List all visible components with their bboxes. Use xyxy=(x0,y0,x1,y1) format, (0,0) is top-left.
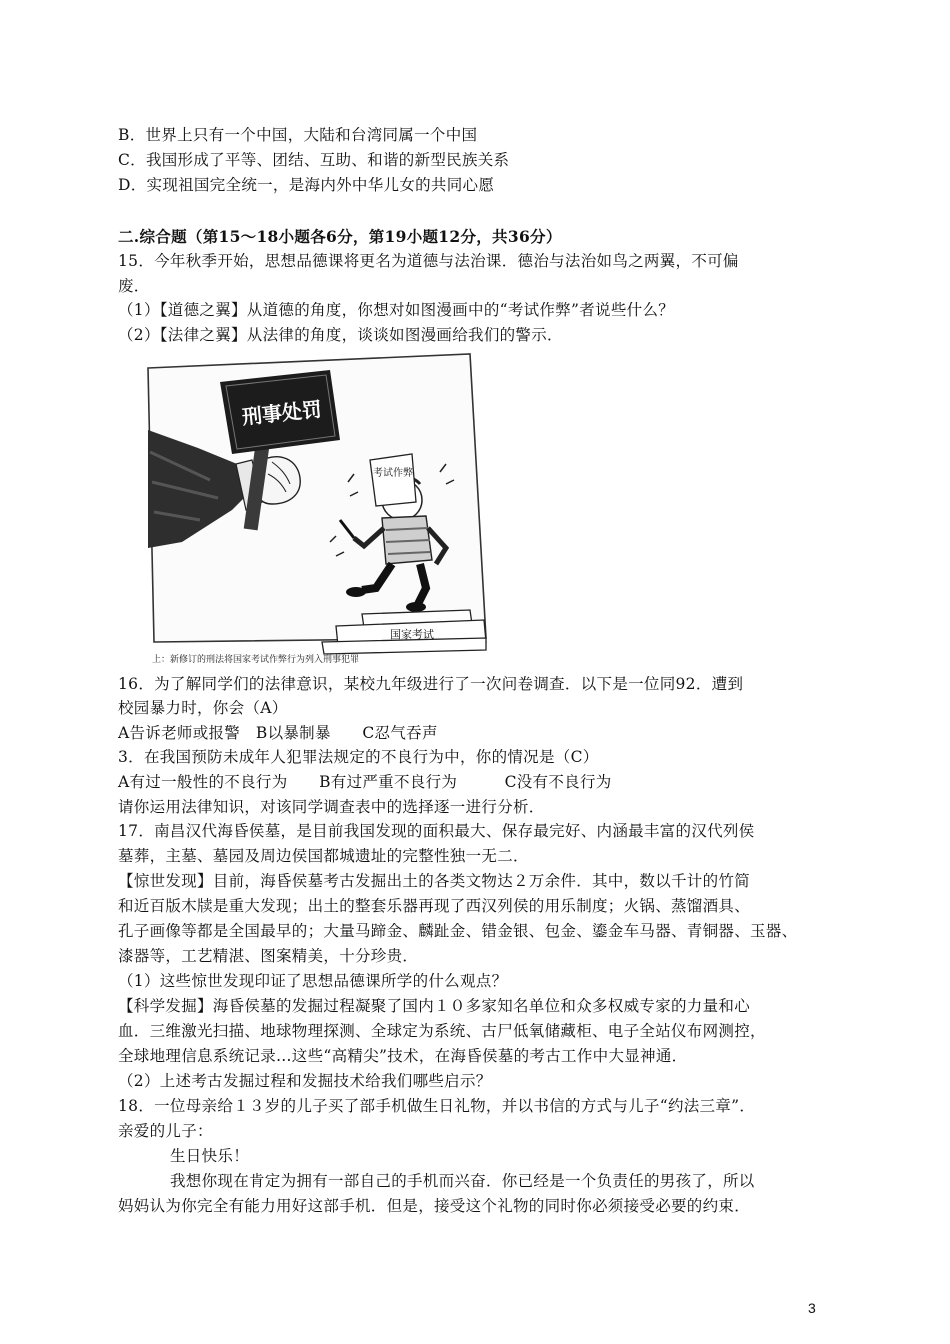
q17-line: 孔子画像等都是全国最早的；大量马蹄金、麟趾金、错金银、包金、鎏金车马器、青铜器、玉器、 xyxy=(118,922,798,940)
q16-line: 3．在我国预防未成年人犯罪法规定的不良行为中，你的情况是（C） xyxy=(118,748,599,766)
option-b: B．世界上只有一个中国，大陆和台湾同属一个中国 xyxy=(118,126,478,144)
section-heading: 二.综合题（第15～18小题各6分，第19小题12分，共36分） xyxy=(118,227,562,246)
q16-line: 16．为了解同学们的法律意识，某校九年级进行了一次问卷调查．以下是一位同92．遭到 xyxy=(118,675,744,693)
letter-salutation: 亲爱的儿子： xyxy=(118,1122,213,1140)
q16-line: 请你运用法律知识，对该同学调查表中的选择逐一进行分析． xyxy=(118,798,545,816)
q17-line: 全球地理信息系统记录…这些“高精尖”技术，在海昏侯墓的考古工作中大显神通． xyxy=(118,1047,688,1065)
q16-options: A有过一般性的不良行为 B有过严重不良行为 C没有不良行为 xyxy=(118,773,612,791)
q15-sub2: （2）【法律之翼】从法律的角度，谈谈如图漫画给我们的警示． xyxy=(118,326,563,344)
page-number: 3 xyxy=(808,1300,816,1316)
q16-options: A告诉老师或报警 B以暴制暴 C忍气吞声 xyxy=(118,724,438,742)
q17-line: 和近百版木牍是重大发现；出土的整套乐器再现了西汉列侯的用乐制度；火锅、蒸馏酒具、 xyxy=(118,897,751,915)
q16-line: 校园暴力时，你会（A） xyxy=(118,699,288,717)
cartoon-caption: 上：新修订的刑法将国家考试作弊行为列入刑事犯罪 xyxy=(152,655,360,665)
letter-line: 生日快乐！ xyxy=(170,1147,250,1165)
q17-line: 【惊世发现】目前，海昏侯墓考古发掘出土的各类文物达２万余件．其中，数以千计的竹简 xyxy=(118,872,751,890)
q17-line: 17．南昌汉代海昏侯墓，是目前我国发现的面积最大、保存最完好、内涵最丰富的汉代列侯 xyxy=(118,822,755,840)
letter-line: 我想你现在肯定为拥有一部自己的手机而兴奋．你已经是一个负责任的男孩了，所以 xyxy=(170,1172,755,1190)
q17-sub2: （2）上述考古发掘过程和发掘技术给我们哪些启示？ xyxy=(118,1072,492,1090)
q17-line: 漆器等，工艺精湛、图案精美，十分珍贵． xyxy=(118,947,419,965)
option-d: D．实现祖国完全统一，是海内外中华儿女的共同心愿 xyxy=(118,176,495,194)
paper-text: 考试作弊 xyxy=(373,468,413,479)
q15-sub1: （1）【道德之翼】从道德的角度，你想对如图漫画中的“考试作弊”者说些什么？ xyxy=(118,301,675,319)
sign-text: 刑事处罚 xyxy=(240,396,323,430)
cartoon-figure xyxy=(140,352,490,670)
q17-line: 墓葬，主墓、墓园及周边侯国都城遗址的完整性独一无二． xyxy=(118,847,529,865)
q17-sub1: （1）这些惊世发现印证了思想品德课所学的什么观点？ xyxy=(118,972,508,990)
letter-line: 妈妈认为你完全有能力用好这部手机．但是，接受这个礼物的同时你必须接受必要的约束． xyxy=(118,1197,751,1215)
q18-line: 18．一位母亲给１３岁的儿子买了部手机做生日礼物，并以书信的方式与儿子“约法三章”． xyxy=(118,1097,756,1115)
option-c: C．我国形成了平等、团结、互助、和谐的新型民族关系 xyxy=(118,151,510,169)
q17-line: 【科学发掘】海昏侯墓的发掘过程凝聚了国内１０多家知名单位和众多权威专家的力量和心 xyxy=(118,997,751,1015)
q15-line: 废． xyxy=(118,277,150,295)
q15-line: 15．今年秋季开始，思想品德课将更名为道德与法治课．德治与法治如鸟之两翼，不可偏 xyxy=(118,252,739,270)
podium-text: 国家考试 xyxy=(390,628,434,641)
q17-line: 血．三维激光扫描、地球物理探测、全球定为系统、古尸低氧储藏柜、电子全站仪布网测控， xyxy=(118,1022,766,1040)
